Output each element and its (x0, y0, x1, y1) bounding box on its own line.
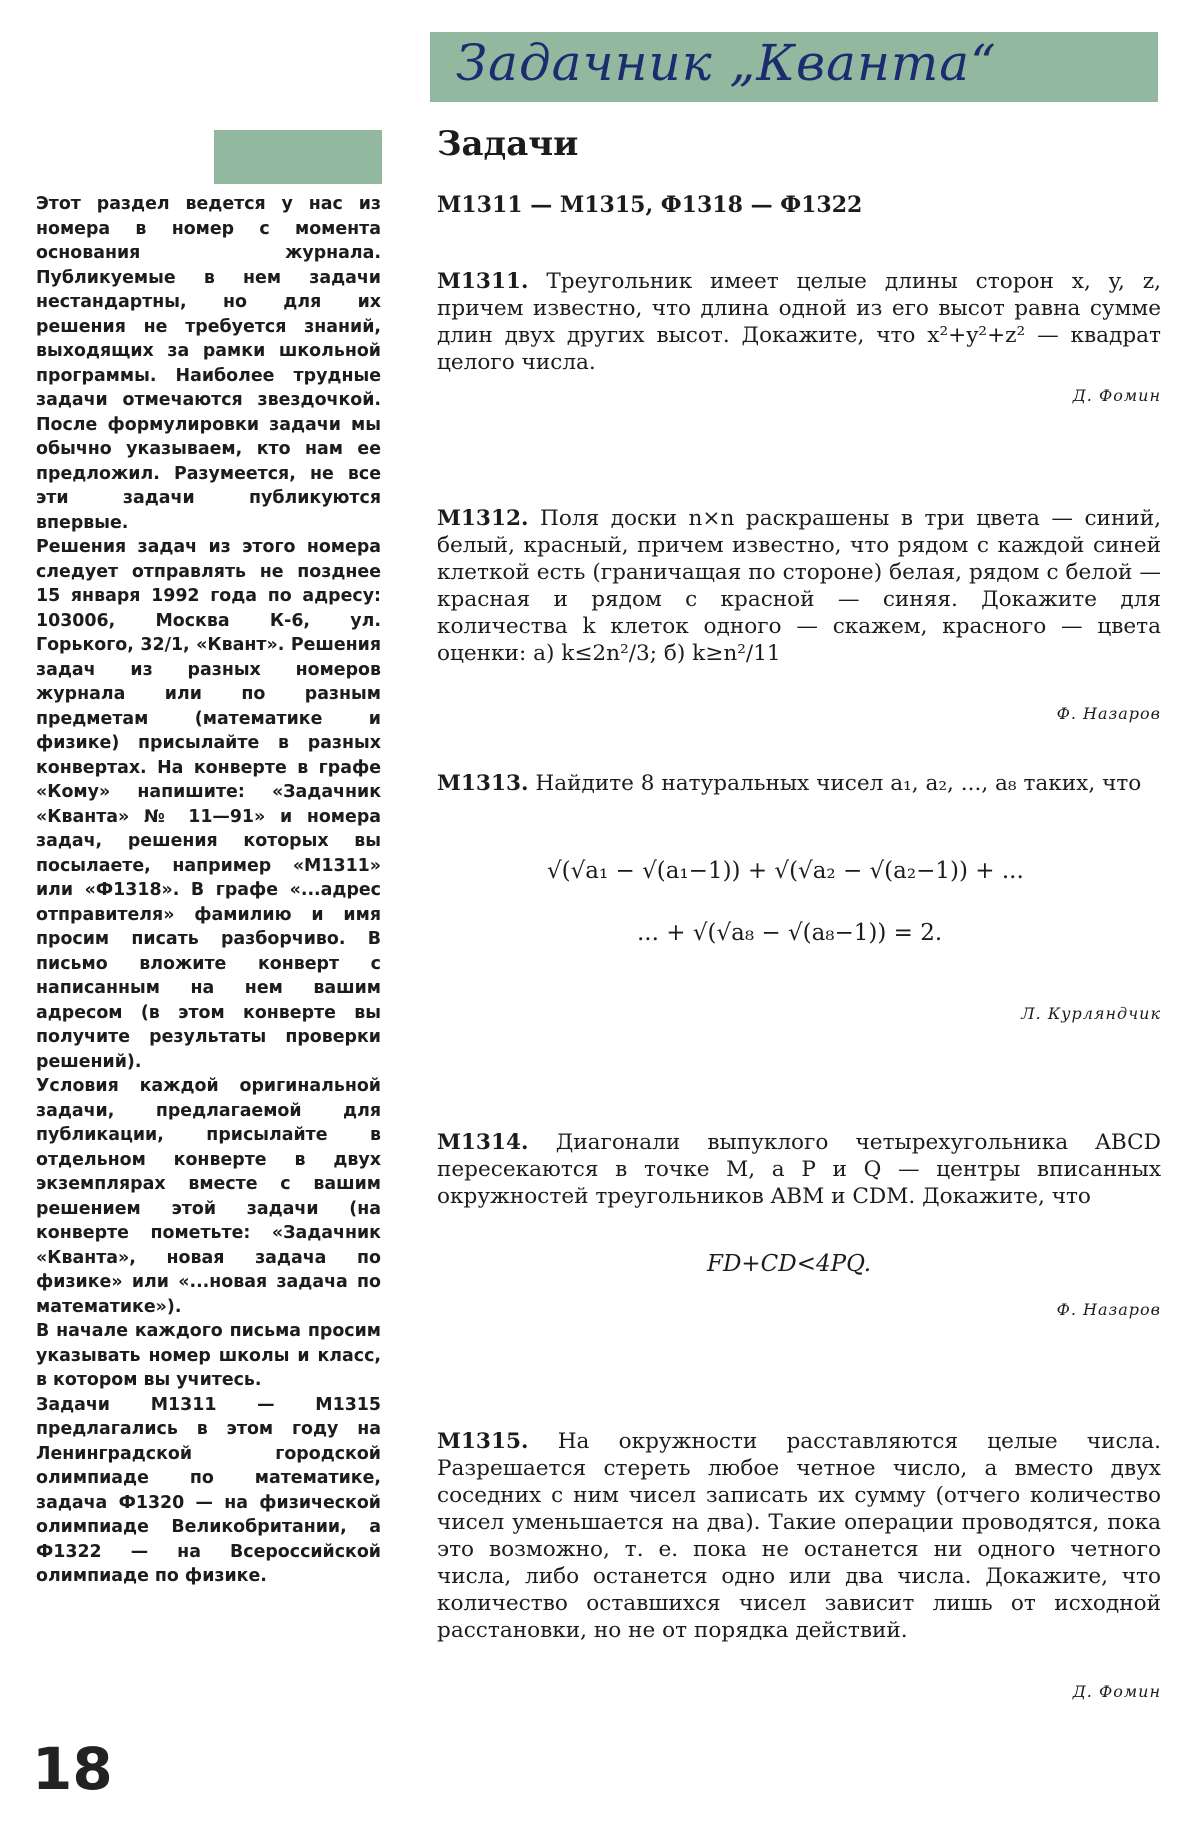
problem-text: Поля доски n×n раскрашены в три цвета — синий, белый, красный, причем известно, что рядом с каждой синей клеткой есть (граничащая по стороне) белая, рядом с белой — красная и рядом с красной — синяя. Докажите для количества k клеток одного — скажем, красного — цвета оценки: а) k≤2n²/3; б) k≥n²/11 (437, 506, 1161, 666)
sidebar-color-block (214, 130, 382, 184)
banner-title: Задачник „Кванта“ (456, 34, 997, 92)
problem-text: На окружности расставляются целые числа. Разрешается стереть любое четное число, а вместо двух соседних с ним чисел записать их сумму (отчего количество чисел уменьшается на два). Такие операции проводятся, пока это возможно, т. е. пока не останется ни одного четного числа, либо останется одно или два числа. Докажите, что количество оставшихся чисел зависит лишь от исходной расстановки, но не от порядка действий. (437, 1429, 1161, 1643)
sidebar-paragraph: В начале каждого письма просим указывать номер школы и класс, в котором вы учитесь. (36, 1321, 381, 1390)
problem-m1315 (437, 1428, 1161, 1708)
problem-author: Ф. Назаров (1056, 704, 1161, 723)
problem-id: М1311. (437, 269, 529, 294)
problem-id: М1312. (437, 506, 529, 531)
formula-line-2: ... + √(√a₈ − √(a₈−1)) = 2. (637, 920, 943, 946)
sidebar-paragraph: Условия каждой оригинальной задачи, предлагаемой для публикации, присылайте в отдельном конверте в двух экземплярах вместе с вашим решением этой задачи (на конверте пометьте: «Задачник «Кванта», новая задача по физике» или «...новая задача по математике»). (36, 1076, 381, 1317)
problem-text: Треугольник имеет целые длины сторон x, y, z, причем известно, что длина одной из его высот равна сумме длин двух других высот. Докажите, что x²+y²+z² — квадрат целого числа. (437, 269, 1161, 375)
sidebar-paragraph: Задачи М1311 — М1315 предлагались в этом году на Ленинградской городской олимпиаде по математике, задача Ф1320 — на физической олимпиаде Великобритании, а Ф1322 — на Всероссийской олимпиаде по физике. (36, 1394, 381, 1586)
section-banner (430, 32, 1158, 102)
formula-line-1: √(√a₁ − √(a₁−1)) + √(√a₂ − √(a₂−1)) + ... (547, 858, 1024, 884)
problem-text: Диагонали выпуклого четырехугольника ABCD пересекаются в точке M, а P и Q — центры вписанных окружностей треугольников ABM и CDM. Докажите, что (437, 1130, 1161, 1209)
sidebar-paragraph: Этот раздел ведется у нас из номера в номер с момента основания журнала. Публикуемые в нем задачи нестандартны, но для их решения не требуется знаний, выходящих за рамки школьной программы. Наиболее трудные задачи отмечаются звездочкой. После формулировки задачи мы обычно указываем, кто нам ее предложил. Разумеется, не все эти задачи публикуются впервые. (36, 194, 381, 533)
problem-author: Д. Фомин (1072, 386, 1161, 405)
problem-m1313 (437, 770, 1161, 1023)
formula: FD+CD<4PQ. (707, 1251, 872, 1277)
page-title: Задачи (437, 124, 579, 164)
sidebar-paragraph: Решения задач из этого номера следует отправлять не позднее 15 января 1992 года по адресу: 103006, Москва К-6, ул. Горького, 32/1, «Квант». Решения задач из разных номеров журнала или по разным предметам (математике и физике) присылайте в разных конвертах. На конверте в графе «Кому» напишите: «Задачник «Кванта» № 11—91» и номера задач, решения которых вы посылаете, например «М1311» или «Ф1318». В графе «...адрес отправителя» фамилию и имя просим писать разборчиво. В письмо вложите конверт с написанным на нем вашим адресом (в этом конверте вы получите результаты проверки решений). (36, 537, 381, 1072)
problem-range: М1311 — М1315, Ф1318 — Ф1322 (437, 192, 863, 218)
problem-author: Л. Курляндчик (1021, 1004, 1161, 1023)
problem-id: М1313. (437, 771, 529, 796)
problem-id: М1315. (437, 1429, 529, 1454)
problem-text: Найдите 8 натуральных чисел a₁, a₂, ..., a₈ таких, что (535, 771, 1142, 796)
problem-author: Ф. Назаров (1056, 1300, 1161, 1319)
problem-id: М1314. (437, 1130, 529, 1155)
problem-m1312 (437, 505, 1161, 723)
sidebar-text (36, 192, 381, 1589)
page-number: 18 (32, 1735, 113, 1803)
problem-m1314 (437, 1129, 1161, 1319)
problem-m1311 (437, 268, 1161, 405)
problem-author: Д. Фомин (1072, 1682, 1161, 1701)
